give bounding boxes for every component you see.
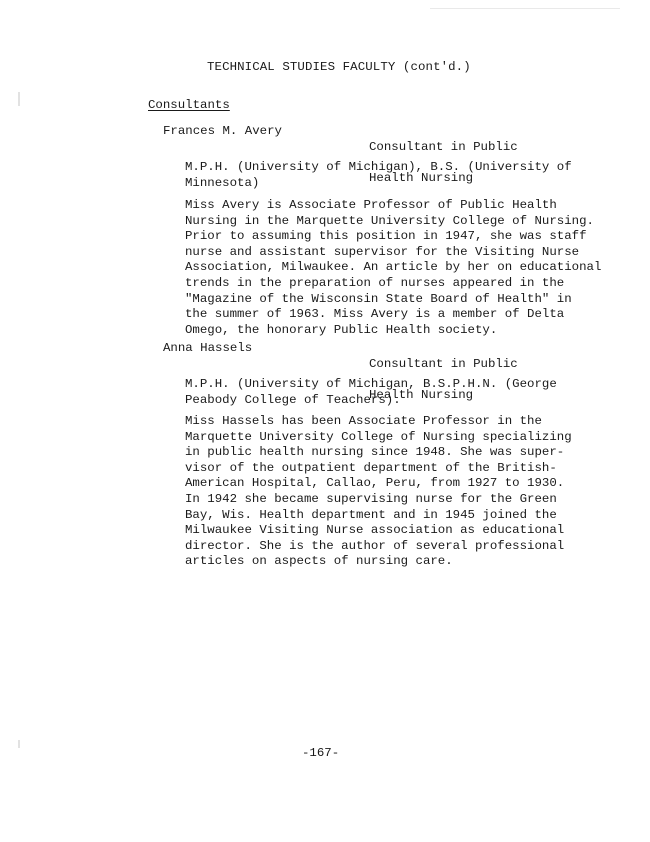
title-line: Health Nursing [369, 387, 474, 402]
bio-line: American Hospital, Callao, Peru, from 1927 to 1930. [185, 476, 565, 491]
person-name-avery: Frances M. Avery [163, 124, 282, 138]
bio-line: visor of the outpatient department of the British- [185, 460, 557, 475]
bio-line: Marquette University College of Nursing specializing [185, 429, 572, 444]
bio-line: Milwaukee Visiting Nurse association as educational [185, 523, 565, 538]
degrees-line: M.P.H. (University of Michigan, B.S.P.H.N. (George [185, 377, 557, 391]
title-line: Consultant in Public [369, 356, 518, 371]
bio-line: director. She is the author of several professional [185, 538, 565, 553]
bio-line: Nursing in the Marquette University College of Nursing. [185, 213, 594, 228]
bio-line: Miss Avery is Associate Professor of Public Health [185, 198, 557, 212]
bio-line: nurse and assistant supervisor for the Visiting Nurse [185, 244, 580, 259]
person-bio-hassels [185, 414, 585, 570]
scan-artifact-margin [18, 92, 20, 106]
bio-line: In 1942 she became supervising nurse for the Green [185, 491, 557, 506]
bio-line: Omego, the honorary Public Health society. [185, 322, 498, 337]
person-degrees-hassels [185, 377, 585, 408]
bio-line: the summer of 1963. Miss Avery is a member of Delta [185, 307, 565, 322]
page-number: -167- [302, 746, 340, 760]
bio-line: "Magazine of the Wisconsin State Board of Health" in [185, 291, 572, 306]
person-bio-avery [185, 198, 602, 338]
bio-line: Miss Hassels has been Associate Professor in the [185, 414, 542, 428]
bio-line: articles on aspects of nursing care. [185, 554, 453, 569]
title-line: Consultant in Public [369, 139, 518, 154]
bio-line: Bay, Wis. Health department and in 1945 joined the [185, 507, 557, 522]
page-title: TECHNICAL STUDIES FACULTY (cont'd.) [207, 60, 471, 74]
person-name-hassels: Anna Hassels [163, 341, 253, 355]
degrees-line: Minnesota) [185, 175, 260, 190]
bio-line: in public health nursing since 1948. She was super- [185, 445, 565, 460]
person-degrees-avery [185, 160, 585, 191]
title-line: Health Nursing [369, 170, 474, 185]
bio-line: Prior to assuming this position in 1947, she was staff [185, 229, 587, 244]
scan-artifact-top [430, 8, 620, 9]
bio-line: trends in the preparation of nurses appeared in the [185, 275, 565, 290]
degrees-line: Peabody College of Teachers). [185, 392, 401, 407]
section-heading: Consultants [148, 98, 230, 112]
degrees-line: M.P.H. (University of Michigan), B.S. (University of [185, 160, 572, 174]
bio-line: Association, Milwaukee. An article by her on educational [185, 260, 602, 275]
scan-artifact-margin [18, 740, 20, 748]
